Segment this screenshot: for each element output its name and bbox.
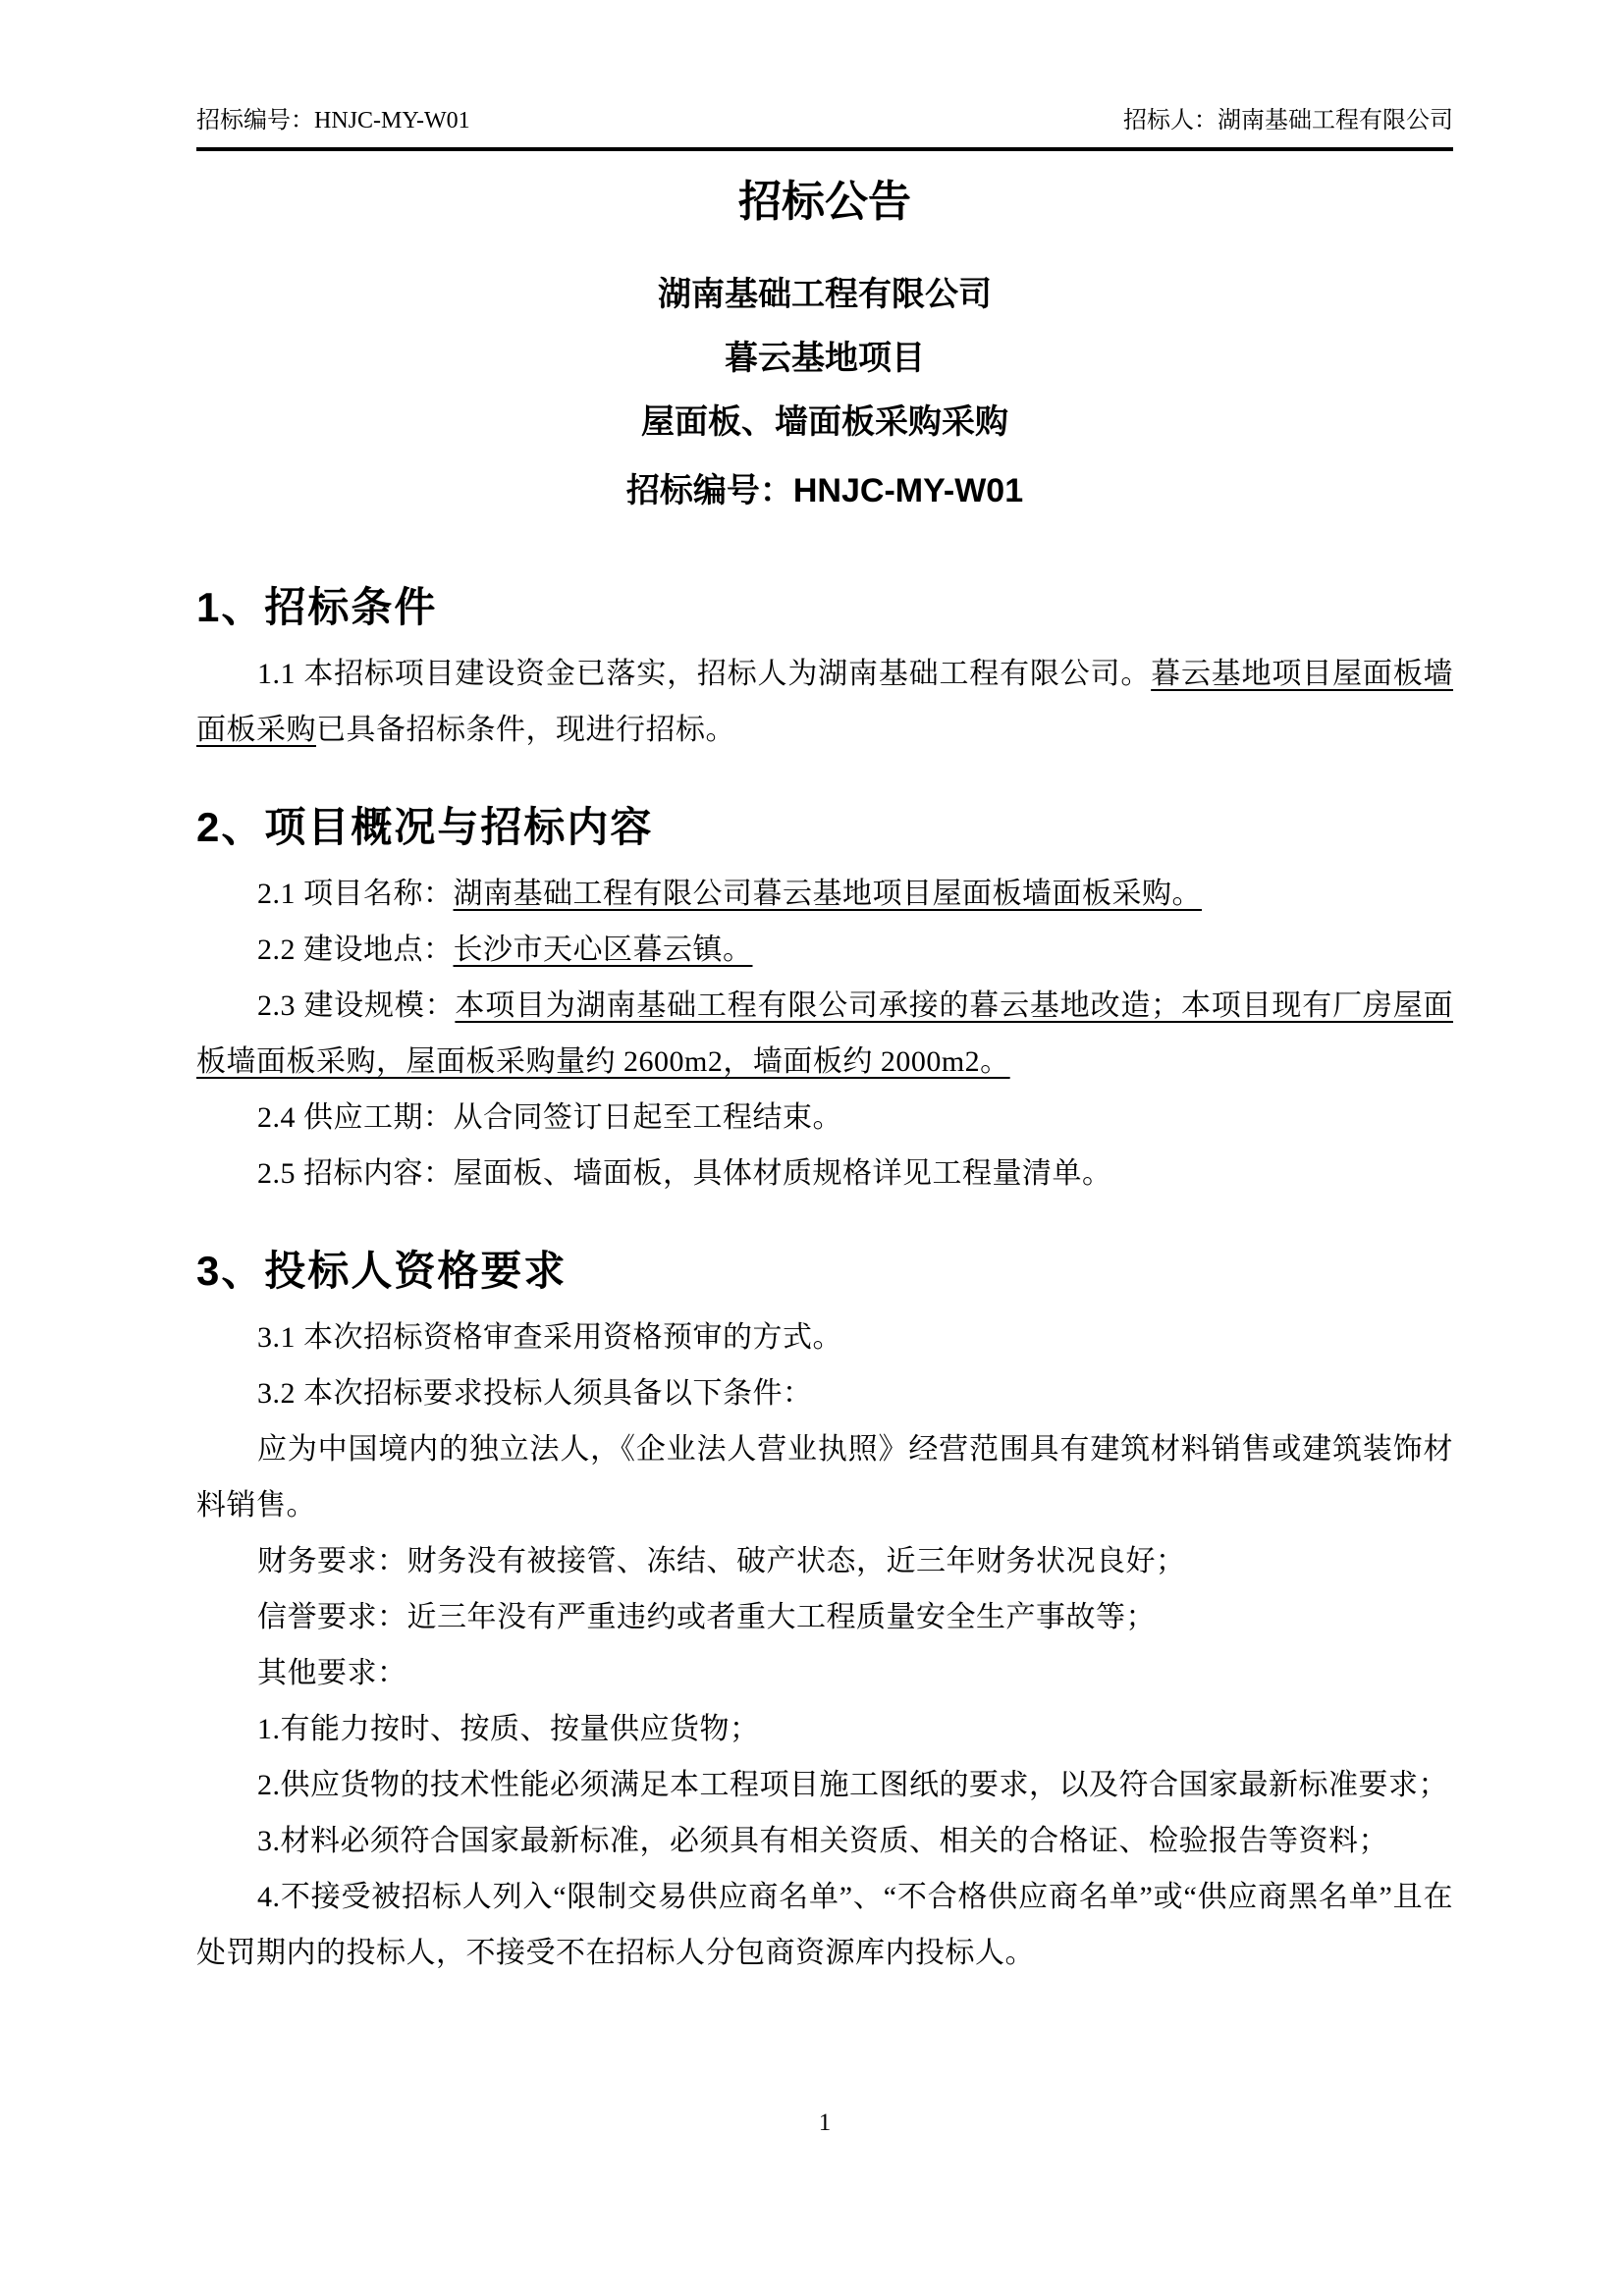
paragraph-requirement-4 xyxy=(196,1869,1453,1981)
text-run: 3.1 本次招标资格审查采用资格预审的方式。 xyxy=(257,1321,842,1354)
section-heading-tender-conditions: 1、招标条件 xyxy=(196,584,438,630)
paragraph-financial-requirements xyxy=(196,1533,1453,1589)
paragraph-2-5 xyxy=(196,1146,1453,1201)
page-number: 1 xyxy=(818,2109,832,2136)
subtitle-procurement-item: 屋面板、墙面板采购采购 xyxy=(641,403,1008,441)
paragraph-requirement-2 xyxy=(196,1757,1453,1813)
header-tender-number: 招标编号：HNJC-MY-W01 xyxy=(196,108,470,133)
paragraph-other-requirements xyxy=(196,1645,1453,1701)
text-run-underlined: 暮云基地项目屋面板墙面板采购 xyxy=(196,658,1454,746)
header-tenderer: 招标人：湖南基础工程有限公司 xyxy=(1123,108,1453,133)
text-run-underlined: 湖南基础工程有限公司暮云基地项目屋面板墙面板采购。 xyxy=(453,878,1202,910)
paragraph-requirement-3 xyxy=(196,1813,1453,1869)
subtitle-tender-number: 招标编号：HNJC-MY-W01 xyxy=(625,472,1024,509)
paragraph-2-1 xyxy=(196,866,1453,922)
text-run: 应为中国境内的独立法人，《企业法人营业执照》经营范围具有建筑材料销售或建筑装饰材料销售。 xyxy=(196,1433,1453,1522)
paragraph-2-3 xyxy=(196,978,1453,1090)
text-run-underlined: 本项目为湖南基础工程有限公司承接的暮云基地改造；本项目现有厂房屋面板墙面板采购，屋面板采购量约 2600m2，墙面板约 2000m2。 xyxy=(196,989,1454,1078)
text-run: 3.2 本次招标要求投标人须具备以下条件： xyxy=(257,1377,813,1410)
text-run: 2.5 招标内容：屋面板、墙面板，具体材质规格详见工程量清单。 xyxy=(257,1157,1112,1190)
text-run: 2.2 建设地点： xyxy=(257,934,454,966)
paragraph-reputation-requirements xyxy=(196,1589,1453,1645)
text-run: 2.3 建设规模： xyxy=(257,989,456,1022)
text-run: 已具备招标条件，现进行招标。 xyxy=(316,714,735,746)
text-run: 财务要求：财务没有被接管、冻结、破产状态，近三年财务状况良好； xyxy=(257,1545,1186,1577)
text-run: 2.4 供应工期：从合同签订日起至工程结束。 xyxy=(257,1101,842,1134)
text-run: 2.1 项目名称： xyxy=(257,878,454,910)
text-run: 1.有能力按时、按质、按量供应货物； xyxy=(257,1713,760,1745)
paragraph-2-2 xyxy=(196,922,1453,978)
text-run: 1.1 本招标项目建设资金已落实，招标人为湖南基础工程有限公司。 xyxy=(257,658,1152,690)
paragraph-legal-entity xyxy=(196,1421,1453,1533)
paragraph-2-4 xyxy=(196,1090,1453,1146)
text-run: 其他要求： xyxy=(257,1657,407,1689)
text-run-underlined: 长沙市天心区暮云镇。 xyxy=(453,934,753,966)
paragraph-1-1 xyxy=(196,646,1453,758)
text-run: 3.材料必须符合国家最新标准，必须具有相关资质、相关的合格证、检验报告等资料； xyxy=(257,1825,1388,1857)
page-header xyxy=(196,106,1453,151)
document-title: 招标公告 xyxy=(738,178,911,226)
text-run: 信誉要求：近三年没有严重违约或者重大工程质量安全生产事故等； xyxy=(257,1601,1156,1633)
paragraph-3-2 xyxy=(196,1365,1453,1421)
text-run: 2.供应货物的技术性能必须满足本工程项目施工图纸的要求，以及符合国家最新标准要求； xyxy=(257,1769,1448,1801)
subtitle-project: 暮云基地项目 xyxy=(725,340,925,377)
section-heading-project-overview: 2、项目概况与招标内容 xyxy=(196,804,654,850)
text-run: 4.不接受被招标人列入“限制交易供应商名单”、“不合格供应商名单”或“供应商黑名单”且在处罚期内的投标人，不接受不在招标人分包商资源库内投标人。 xyxy=(196,1881,1453,1969)
subtitle-company: 湖南基础工程有限公司 xyxy=(658,276,992,313)
section-heading-bidder-qualifications: 3、投标人资格要求 xyxy=(196,1248,568,1294)
paragraph-3-1 xyxy=(196,1309,1453,1365)
paragraph-requirement-1 xyxy=(196,1701,1453,1757)
